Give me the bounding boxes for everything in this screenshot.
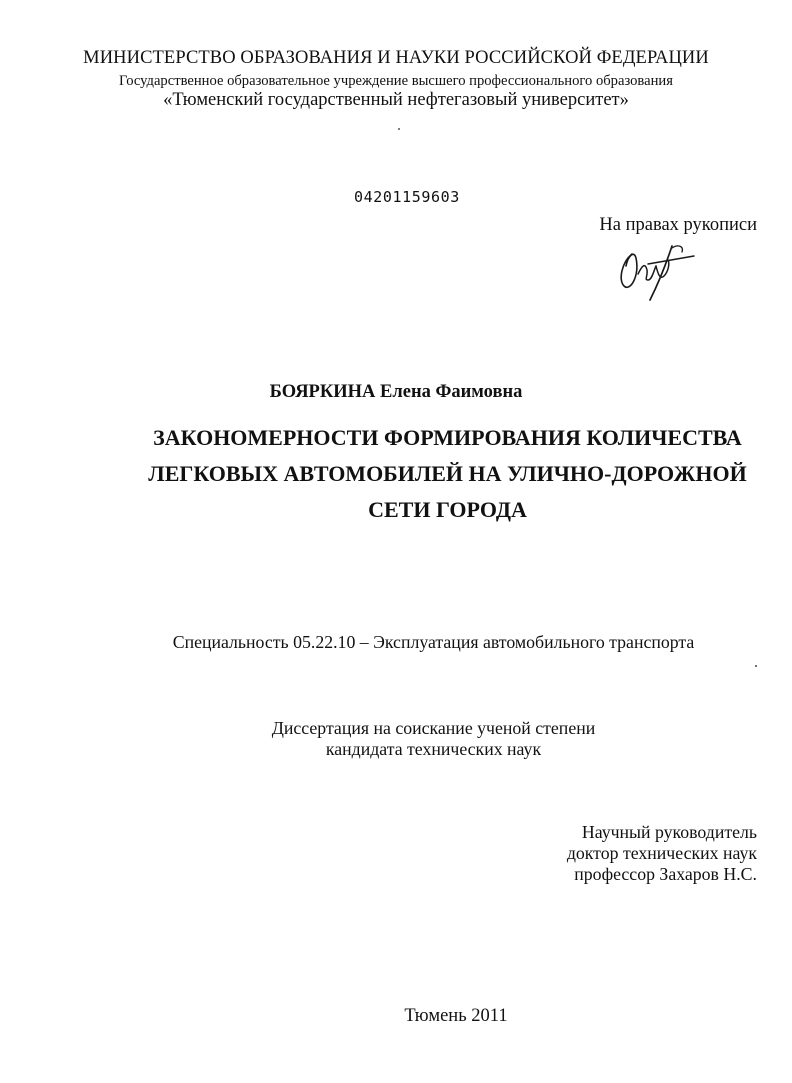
scan-speck: [398, 128, 400, 130]
author-name: БОЯРКИНА Елена Фаимовна: [269, 382, 523, 402]
degree-statement: [0, 718, 792, 760]
title-line: ЛЕГКОВЫХ АВТОМОБИЛЕЙ НА УЛИЧНО-ДОРОЖНОЙ: [148, 461, 747, 486]
supervisor-block: [567, 822, 757, 885]
supervisor-line: доктор технических наук: [566, 843, 757, 863]
university-name: «Тюменский государственный нефтегазовый университет»: [163, 90, 629, 110]
title-line: СЕТИ ГОРОДА: [368, 497, 527, 522]
manuscript-rights-label: На правах рукописи: [599, 215, 757, 235]
dissertation-title: [120, 420, 775, 528]
city-year: Тюмень 2011: [404, 1006, 508, 1026]
title-line: ЗАКОНОМЕРНОСТИ ФОРМИРОВАНИЯ КОЛИЧЕСТВА: [153, 425, 742, 450]
supervisor-line: профессор Захаров Н.С.: [574, 864, 757, 884]
scan-speck: [755, 665, 757, 667]
degree-line: Диссертация на соискание ученой степени: [271, 718, 596, 738]
ministry-name: МИНИСТЕРСТВО ОБРАЗОВАНИЯ И НАУКИ РОССИЙСКОЙ ФЕДЕРАЦИИ: [83, 48, 709, 68]
degree-line: кандидата технических наук: [325, 739, 542, 759]
supervisor-line: Научный руководитель: [581, 822, 757, 842]
specialty: Специальность 05.22.10 – Эксплуатация автомобильного транспорта: [172, 632, 695, 652]
catalog-number: 04201159603: [354, 188, 460, 206]
signature-icon: [612, 240, 696, 302]
institution-type: Государственное образовательное учреждение высшего профессионального образования: [119, 73, 673, 89]
